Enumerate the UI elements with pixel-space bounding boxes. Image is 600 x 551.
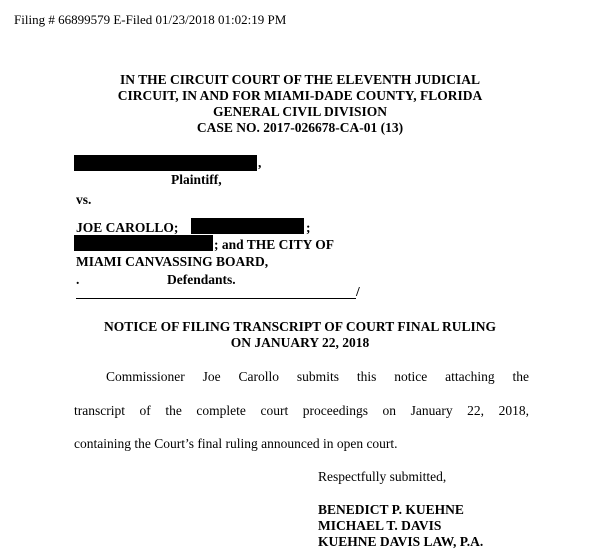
court-name-line2: CIRCUIT, IN AND FOR MIAMI-DADE COUNTY, FLORIDA <box>117 88 483 103</box>
attorney-name-2: MICHAEL T. DAVIS <box>318 518 442 533</box>
notice-title-line1: NOTICE OF FILING TRANSCRIPT OF COURT FINAL RULING <box>104 319 496 334</box>
notice-body-line2: transcript of the complete court proceedings on January 22, 2018, <box>74 403 529 418</box>
filing-stamp: Filing # 66899579 E-Filed 01/23/2018 01:02:19 PM <box>14 12 287 27</box>
division: GENERAL CIVIL DIVISION <box>212 104 388 119</box>
caption-slash: / <box>356 284 360 299</box>
defendants-label: Defendants. <box>167 272 236 287</box>
notice-title-line2: ON JANUARY 22, 2018 <box>230 335 370 350</box>
notice-body-line3: containing the Court’s final ruling announced in open court. <box>74 436 398 451</box>
attorney-name-1: BENEDICT P. KUEHNE <box>318 502 464 517</box>
redacted-defendant-1 <box>191 218 304 234</box>
defendant-carollo: JOE CAROLLO; <box>76 220 179 235</box>
plaintiff-label: Plaintiff, <box>171 172 222 187</box>
plaintiff-comma: , <box>258 155 262 170</box>
law-firm: KUEHNE DAVIS LAW, P.A. <box>318 534 484 549</box>
redacted-defendant-2 <box>74 235 213 251</box>
closing: Respectfully submitted, <box>318 469 447 484</box>
notice-body-line1: Commissioner Joe Carollo submits this notice attaching the <box>106 369 529 384</box>
period-mark: . <box>76 272 80 287</box>
court-name-line1: IN THE CIRCUIT COURT OF THE ELEVENTH JUDICIAL <box>120 72 480 87</box>
semicolon: ; <box>306 220 311 235</box>
case-number: CASE NO. 2017-026678-CA-01 (13) <box>196 120 404 135</box>
versus: vs. <box>76 192 92 207</box>
caption-underline <box>76 298 356 299</box>
defendant-board: MIAMI CANVASSING BOARD, <box>76 254 269 269</box>
defendant-city: ; and THE CITY OF <box>214 237 335 252</box>
redacted-plaintiff <box>74 155 257 171</box>
